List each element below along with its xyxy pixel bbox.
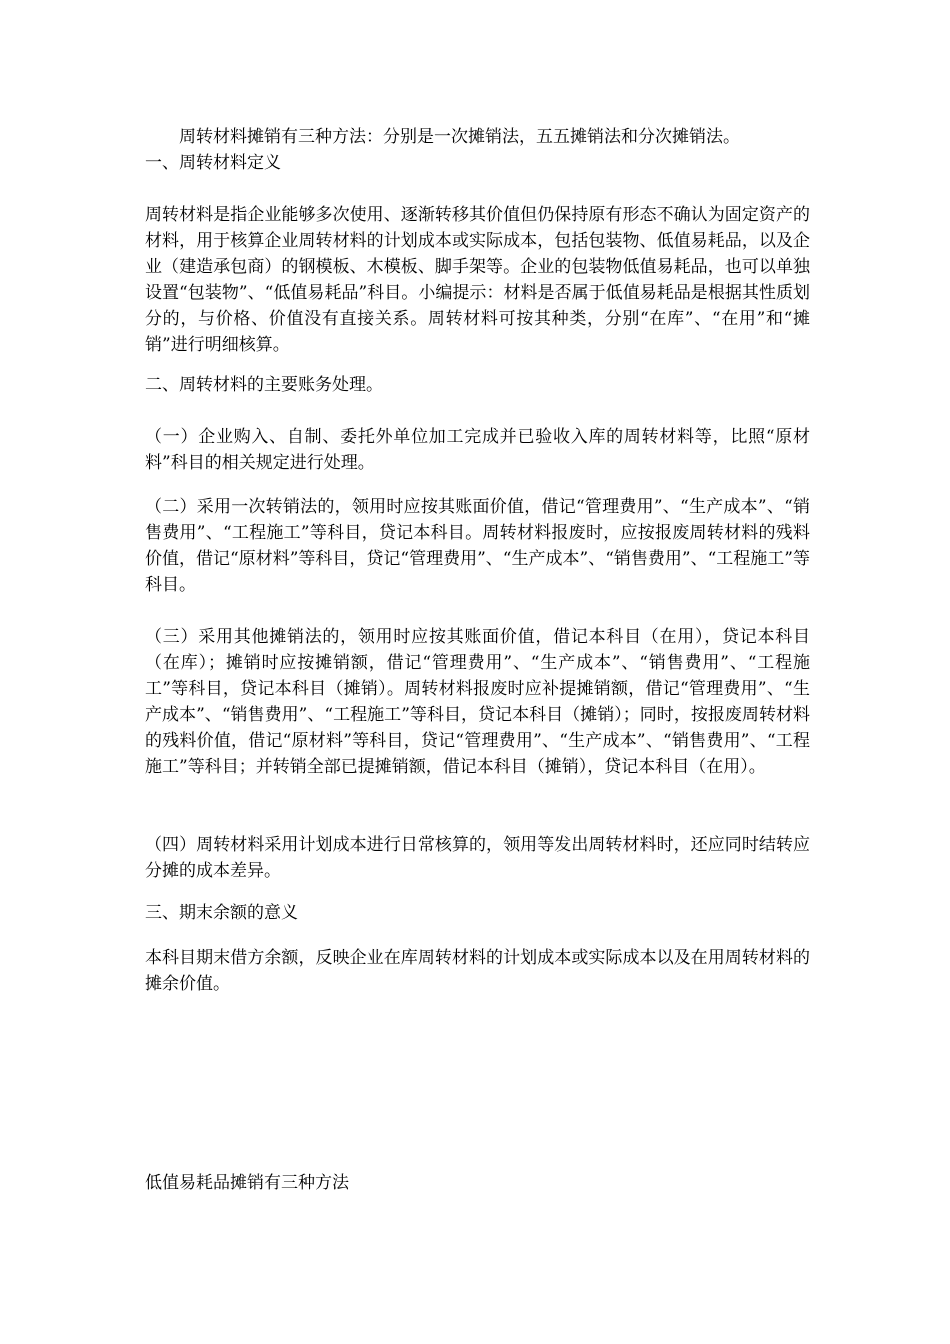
section-heading-definition: 一、周转材料定义 xyxy=(145,153,281,173)
balance-paragraph: 本科目期末借方余额，反映企业在库周转材料的计划成本或实际成本以及在用周转材料的摊余价值。 xyxy=(145,948,810,994)
bottom-title: 低值易耗品摊销有三种方法 xyxy=(145,1173,349,1193)
accounting-item-4: （四）周转材料采用计划成本进行日常核算的，领用等发出周转材料时，还应同时结转应分摊的成本差异。 xyxy=(145,835,810,881)
accounting-item-3: （三）采用其他摊销法的，领用时应按其账面价值，借记本科目（在用），贷记本科目（在库）；摊销时应按摊销额，借记“管理费用”、“生产成本”、“销售费用”、“工程施工”等科目，贷记本科目（摊销）。周转材料报废时应补提摊销额，借记“管理费用”、“生产成本”、“销售费用”、“工程施工”等科目，贷记本科目（摊销）；同时，按报废周转材料的残料价值，借记“原材料”等科目，贷记“管理费用”、“生产成本”、“销售费用”、“工程施工”等科目；并转销全部已提摊销额，借记本科目（摊销），贷记本科目（在用）。 xyxy=(145,627,810,777)
accounting-item-1: （一）企业购入、自制、委托外单位加工完成并已验收入库的周转材料等，比照“原材料”科目的相关规定进行处理。 xyxy=(145,427,810,473)
definition-paragraph: 周转材料是指企业能够多次使用、逐渐转移其价值但仍保持原有形态不确认为固定资产的材料，用于核算企业周转材料的计划成本或实际成本，包括包装物、低值易耗品，以及企业（建造承包商）的钢模板、木模板、脚手架等。企业的包装物低值易耗品，也可以单独设置“包装物”、“低值易耗品”科目。小编提示：材料是否属于低值易耗品是根据其性质划分的，与价格、价值没有直接关系。周转材料可按其种类，分别“在库”、“在用”和“摊销”进行明细核算。 xyxy=(145,205,810,355)
intro-paragraph: 周转材料摊销有三种方法：分别是一次摊销法，五五摊销法和分次摊销法。 xyxy=(145,127,740,147)
accounting-item-2: （二）采用一次转销法的，领用时应按其账面价值，借记“管理费用”、“生产成本”、“销售费用”、“工程施工”等科目，贷记本科目。周转材料报废时，应按报废周转材料的残料价值，借记“原材料”等科目，贷记“管理费用”、“生产成本”、“销售费用”、“工程施工”等科目。 xyxy=(145,497,810,595)
section-heading-balance: 三、期末余额的意义 xyxy=(145,903,298,923)
section-heading-accounting: 二、周转材料的主要账务处理。 xyxy=(145,375,383,395)
